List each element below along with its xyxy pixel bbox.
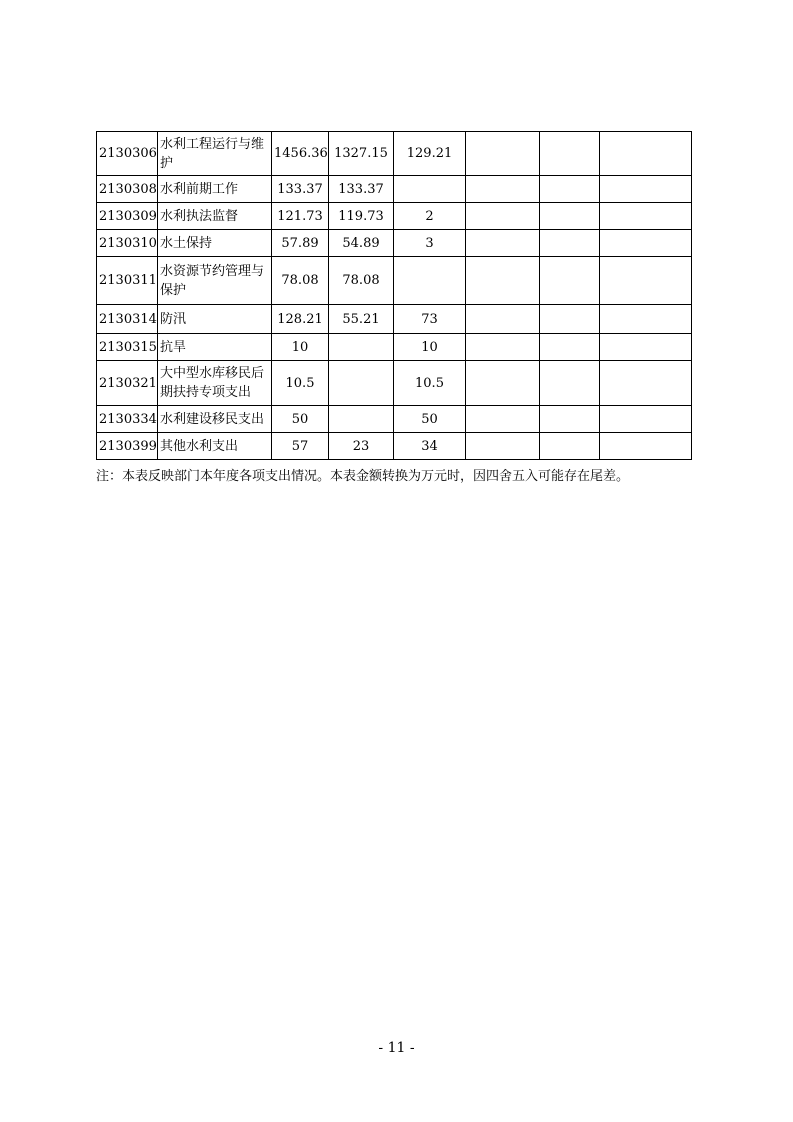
cell-basic-expenditure: 78.08 xyxy=(329,257,394,305)
table-note: 注：本表反映部门本年度各项支出情况。本表金额转换为万元时，因四舍五入可能存在尾差。 xyxy=(96,469,630,484)
cell-total: 57 xyxy=(272,433,329,460)
table-body xyxy=(97,132,692,460)
cell-empty xyxy=(466,230,540,257)
cell-total: 50 xyxy=(272,406,329,433)
cell-empty xyxy=(600,433,692,460)
table-row xyxy=(97,305,692,334)
cell-basic-expenditure: 133.37 xyxy=(329,176,394,203)
cell-basic-expenditure: 1327.15 xyxy=(329,132,394,176)
cell-function-code: 2130315 xyxy=(97,334,158,361)
table-row xyxy=(97,257,692,305)
cell-function-name: 抗旱 xyxy=(158,334,272,361)
cell-project-expenditure: 10.5 xyxy=(394,361,466,406)
cell-empty xyxy=(466,176,540,203)
cell-empty xyxy=(600,203,692,230)
table-row xyxy=(97,334,692,361)
cell-empty xyxy=(540,433,600,460)
cell-total: 1456.36 xyxy=(272,132,329,176)
cell-project-expenditure: 73 xyxy=(394,305,466,334)
cell-project-expenditure: 34 xyxy=(394,433,466,460)
cell-function-code: 2130308 xyxy=(97,176,158,203)
cell-total: 10.5 xyxy=(272,361,329,406)
cell-empty xyxy=(540,203,600,230)
cell-project-expenditure: 2 xyxy=(394,203,466,230)
cell-empty xyxy=(600,361,692,406)
cell-empty xyxy=(540,257,600,305)
table-row xyxy=(97,230,692,257)
cell-function-name: 水利执法监督 xyxy=(158,203,272,230)
cell-project-expenditure: 10 xyxy=(394,334,466,361)
cell-basic-expenditure xyxy=(329,334,394,361)
cell-empty xyxy=(600,230,692,257)
cell-empty xyxy=(540,230,600,257)
cell-function-code: 2130321 xyxy=(97,361,158,406)
cell-function-name: 防汛 xyxy=(158,305,272,334)
cell-function-name: 其他水利支出 xyxy=(158,433,272,460)
cell-basic-expenditure xyxy=(329,361,394,406)
cell-function-name: 水利前期工作 xyxy=(158,176,272,203)
cell-total: 128.21 xyxy=(272,305,329,334)
cell-total: 133.37 xyxy=(272,176,329,203)
cell-function-code: 2130309 xyxy=(97,203,158,230)
cell-empty xyxy=(466,132,540,176)
cell-empty xyxy=(540,305,600,334)
cell-project-expenditure: 50 xyxy=(394,406,466,433)
cell-basic-expenditure: 23 xyxy=(329,433,394,460)
cell-empty xyxy=(540,176,600,203)
cell-total: 57.89 xyxy=(272,230,329,257)
cell-project-expenditure: 3 xyxy=(394,230,466,257)
cell-empty xyxy=(600,305,692,334)
cell-function-code: 2130310 xyxy=(97,230,158,257)
cell-function-code: 2130334 xyxy=(97,406,158,433)
cell-project-expenditure xyxy=(394,257,466,305)
cell-empty xyxy=(466,361,540,406)
cell-empty xyxy=(600,257,692,305)
table-row xyxy=(97,203,692,230)
cell-function-code: 2130399 xyxy=(97,433,158,460)
cell-empty xyxy=(540,132,600,176)
page-number: - 11 - xyxy=(378,1040,415,1056)
cell-basic-expenditure: 55.21 xyxy=(329,305,394,334)
cell-empty xyxy=(600,334,692,361)
cell-total: 10 xyxy=(272,334,329,361)
cell-function-name: 水利建设移民支出 xyxy=(158,406,272,433)
expenditure-table xyxy=(96,131,692,460)
cell-empty xyxy=(466,406,540,433)
cell-project-expenditure: 129.21 xyxy=(394,132,466,176)
cell-empty xyxy=(466,305,540,334)
cell-basic-expenditure xyxy=(329,406,394,433)
cell-function-code: 2130306 xyxy=(97,132,158,176)
cell-function-name: 大中型水库移民后期扶持专项支出 xyxy=(158,361,272,406)
table-row xyxy=(97,132,692,176)
cell-empty xyxy=(466,257,540,305)
cell-empty xyxy=(540,361,600,406)
cell-function-name: 水利工程运行与维护 xyxy=(158,132,272,176)
table-row xyxy=(97,361,692,406)
cell-empty xyxy=(600,406,692,433)
cell-basic-expenditure: 119.73 xyxy=(329,203,394,230)
cell-total: 78.08 xyxy=(272,257,329,305)
table-row xyxy=(97,406,692,433)
cell-empty xyxy=(466,203,540,230)
cell-function-name: 水资源节约管理与保护 xyxy=(158,257,272,305)
cell-total: 121.73 xyxy=(272,203,329,230)
cell-empty xyxy=(466,433,540,460)
cell-basic-expenditure: 54.89 xyxy=(329,230,394,257)
cell-project-expenditure xyxy=(394,176,466,203)
table-row xyxy=(97,433,692,460)
cell-function-code: 2130311 xyxy=(97,257,158,305)
cell-function-code: 2130314 xyxy=(97,305,158,334)
cell-empty xyxy=(540,334,600,361)
cell-function-name: 水土保持 xyxy=(158,230,272,257)
cell-empty xyxy=(600,176,692,203)
cell-empty xyxy=(600,132,692,176)
cell-empty xyxy=(540,406,600,433)
cell-empty xyxy=(466,334,540,361)
table-row xyxy=(97,176,692,203)
